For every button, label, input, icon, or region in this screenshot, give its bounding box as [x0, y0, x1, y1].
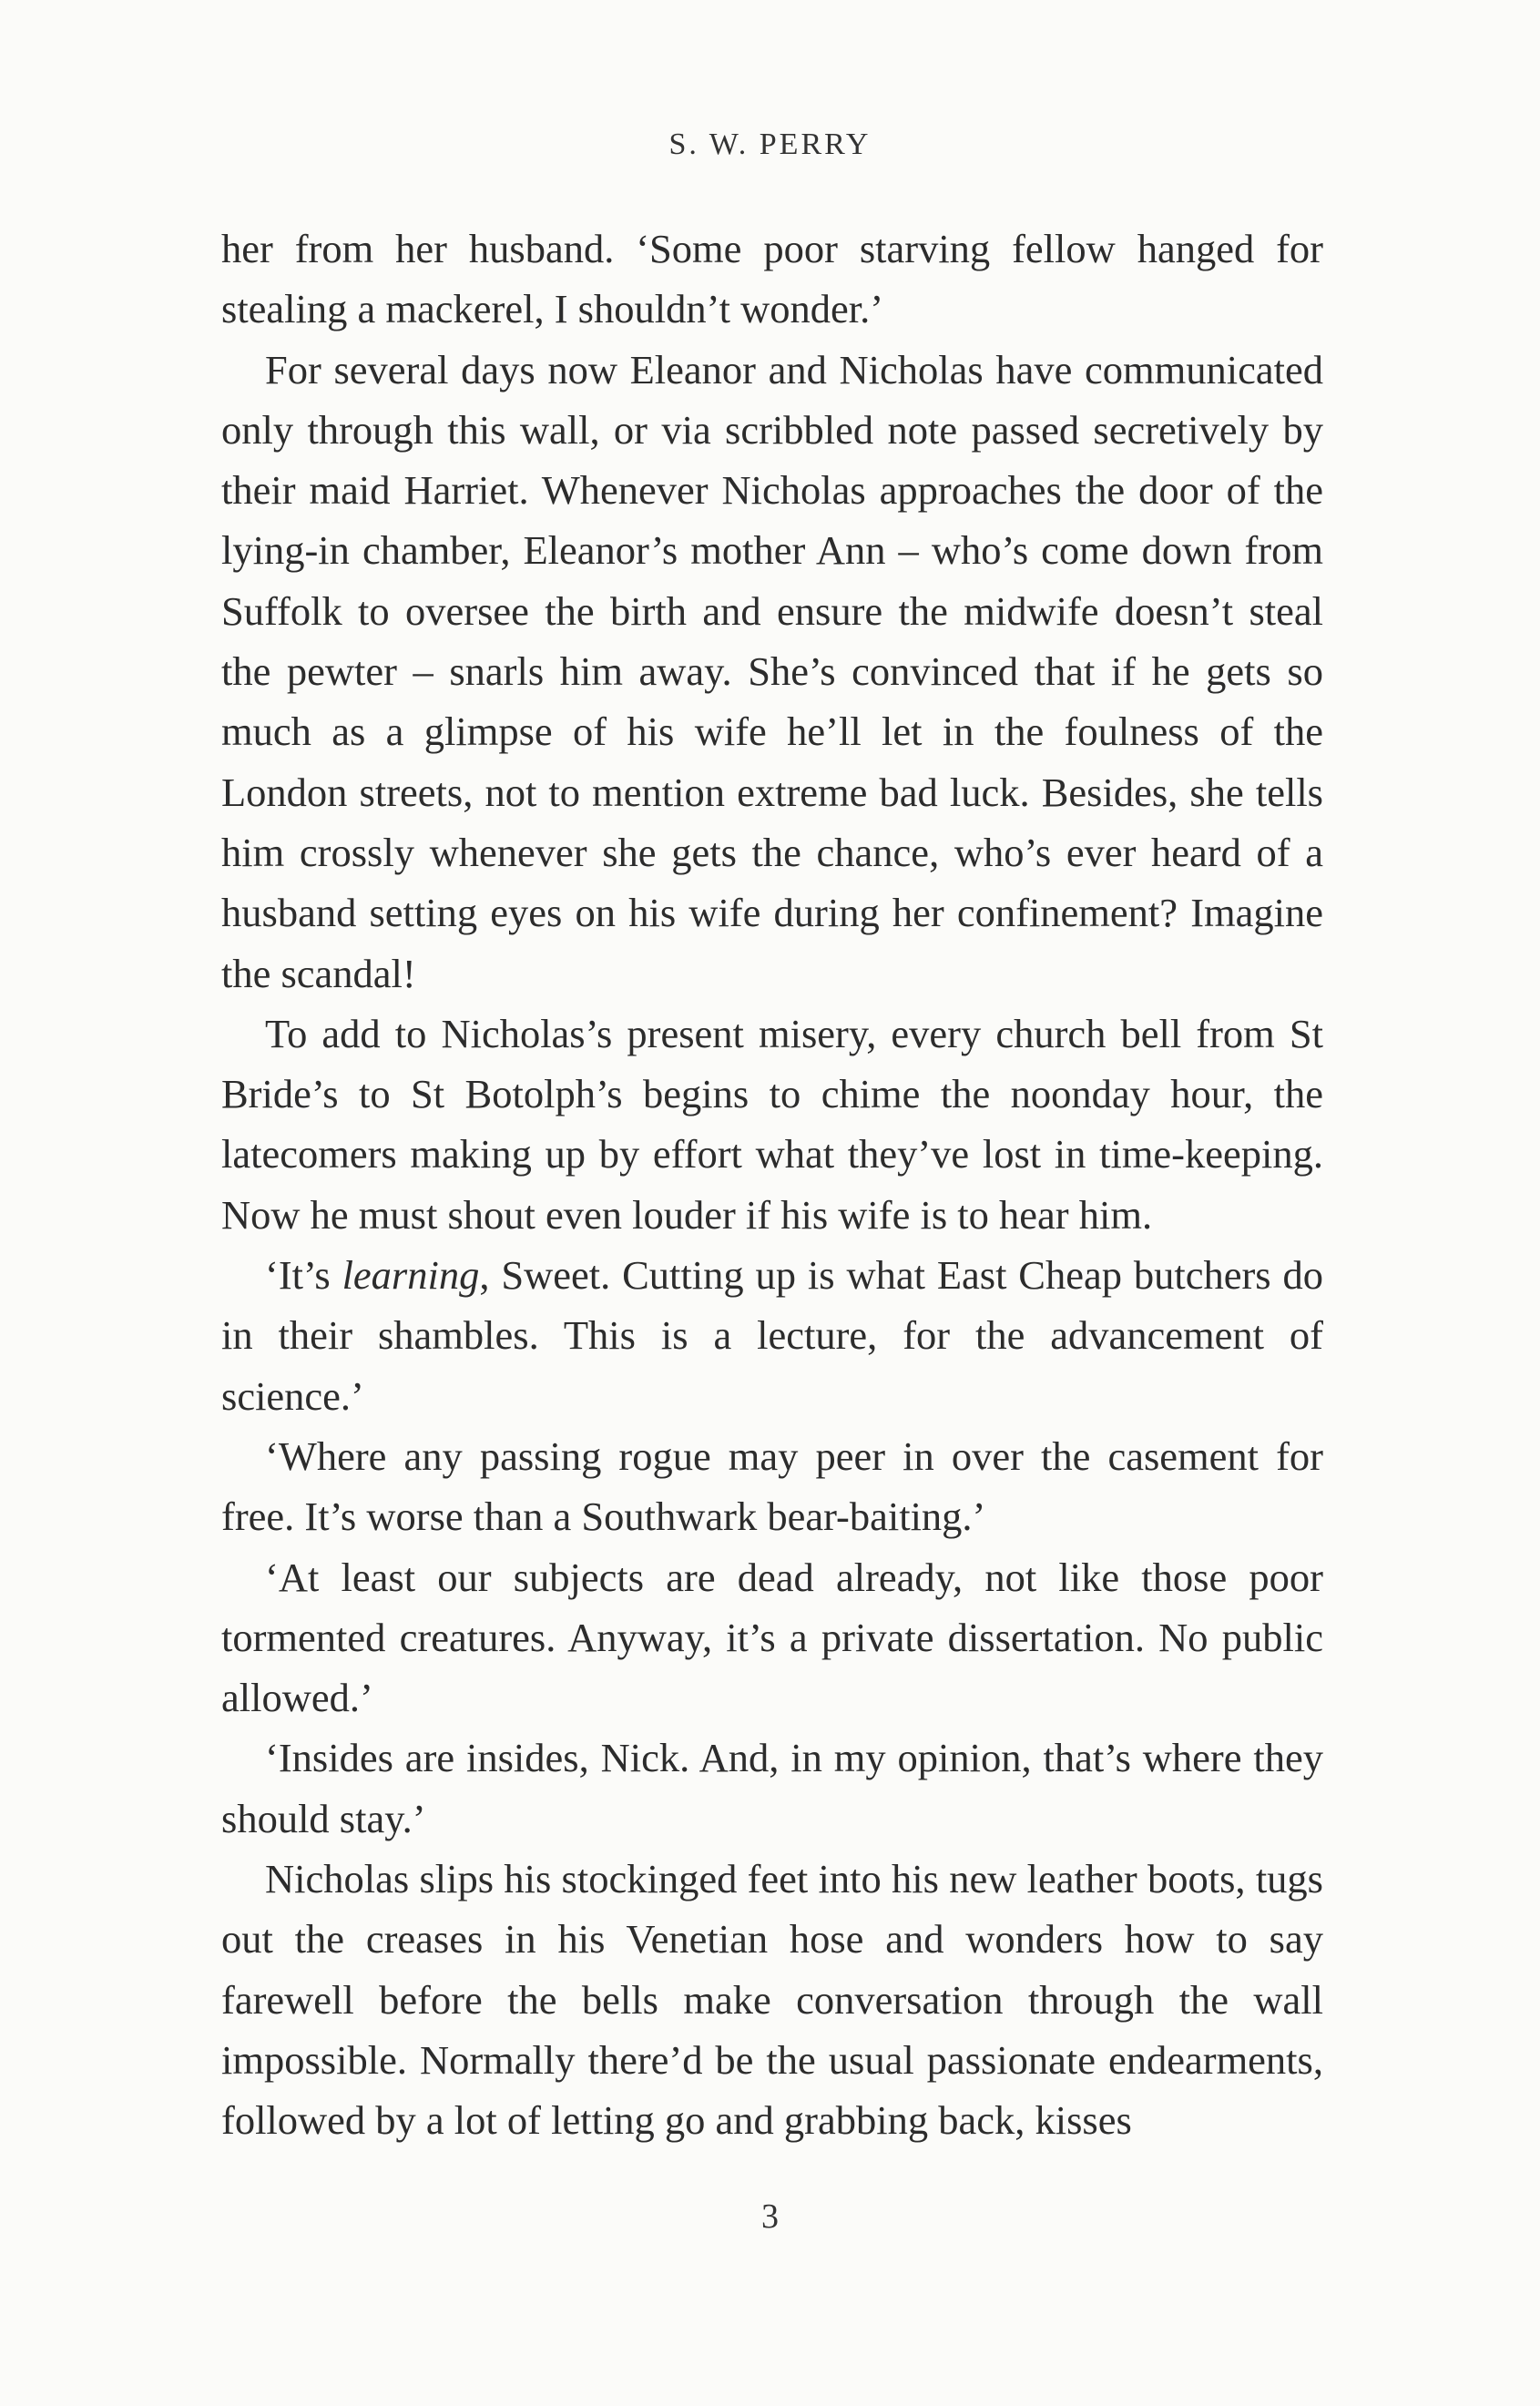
- emphasis-learning: learning: [342, 1252, 480, 1299]
- paragraph-2: For several days now Eleanor and Nicholas have communicated only through this wall, or via scribbled note passed secretively by their maid Harriet. Whenever Nicholas approaches the door of the lying-in chamber, Eleanor’s mother Ann – who’s come down from Suffolk to oversee the birth and ensure the midwife doesn’t steal the pewter – snarls him away. She’s convinced that if he gets so much as a glimpse of his wife he’ll let in the foulness of the London streets, not to mention extreme bad luck. Besides, she tells him crossly whenever she gets the chance, who’s ever heard of a husband setting eyes on his wife during her confinement? Imagine the scandal!: [221, 346, 1323, 996]
- paragraph-4-before: ‘It’s: [265, 1252, 342, 1299]
- page-number: 3: [761, 2197, 779, 2236]
- paragraph-4: [221, 1245, 1323, 1426]
- paragraph-8: Nicholas slips his stockinged feet into his new leather boots, tugs out the creases in his Venetian hose and wonders how to say farewell before the bells make conversation through the wall impossible. Normally there’d be the usual passionate endearments, followed by a lot of letting go and grabbing back, kisses: [221, 1856, 1323, 2144]
- running-head: S. W. PERRY: [668, 127, 872, 161]
- paragraph-5: ‘Where any passing rogue may peer in over the casement for free. It’s worse than a Southwark bear-baiting.’: [221, 1432, 1323, 1540]
- paragraph-6: ‘At least our subjects are dead already, not like those poor tormented creatures. Anyway, it’s a private dissertation. No public allowed.’: [221, 1554, 1323, 1721]
- paragraph-4-after: , Sweet. Cutting up is what East Cheap butchers do in their shambles. This is a lecture, for the advancement of science.’: [221, 1252, 1323, 1419]
- paragraph-7: ‘Insides are insides, Nick. And, in my opinion, that’s where they should stay.’: [221, 1735, 1323, 1841]
- paragraph-1: her from her husband. ‘Some poor starving fellow hanged for stealing a mackerel, I shouldn’t wonder.’: [221, 226, 1323, 332]
- body-text: [221, 219, 1323, 2151]
- paragraph-3: To add to Nicholas’s present misery, every church bell from St Bride’s to St Botolph’s begins to chime the noonday hour, the latecomers making up by effort what they’ve lost in time-keeping. Now he must shout even louder if his wife is to hear him.: [221, 1010, 1323, 1238]
